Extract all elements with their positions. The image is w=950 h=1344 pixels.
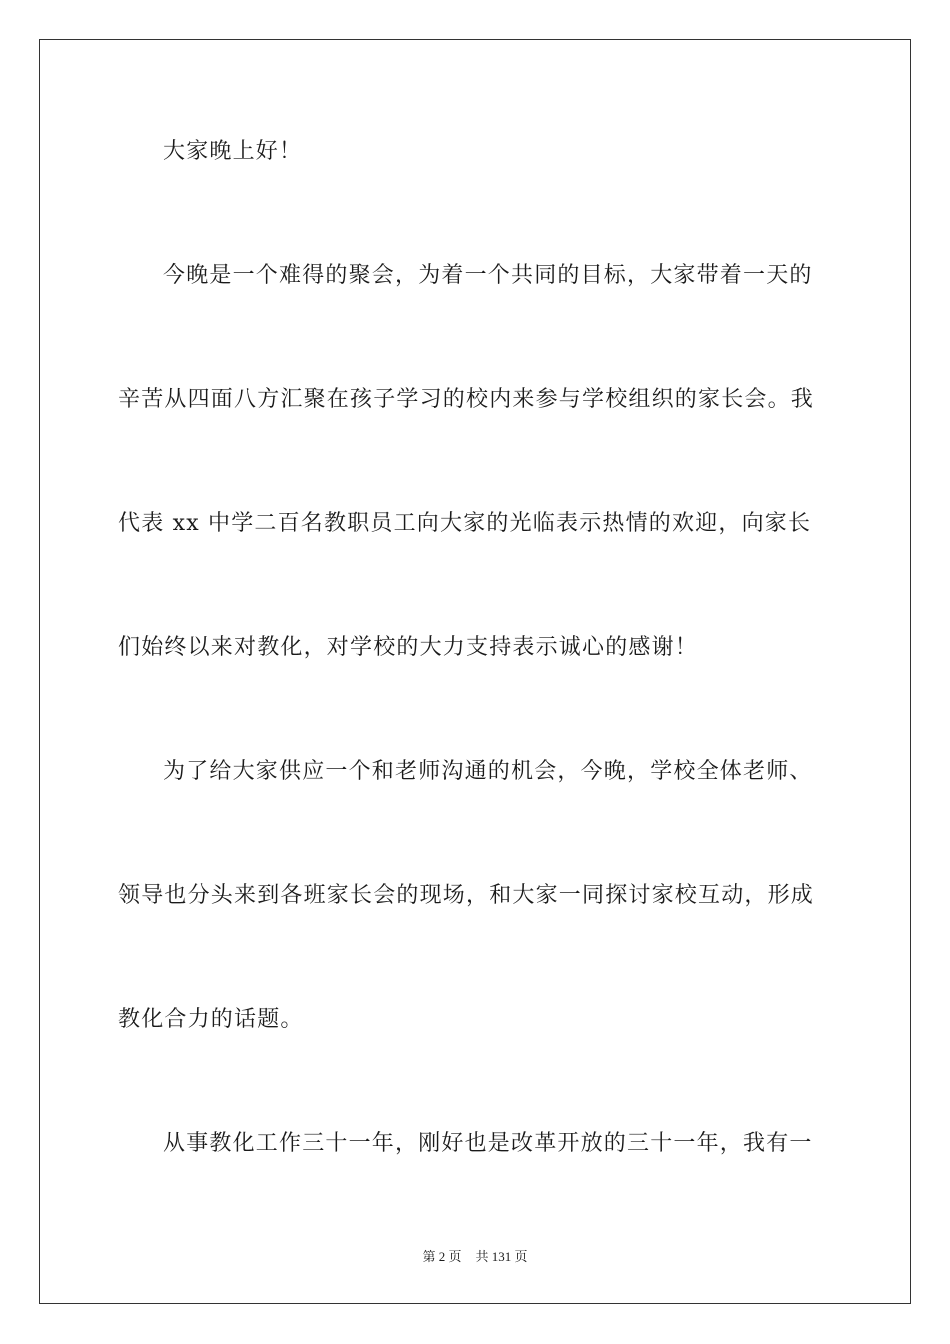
text-line: 代表 xx 中学二百名教职员工向大家的光临表示热情的欢迎，向家长 [118,511,812,536]
total-pages: 共 131 页 [475,1249,528,1264]
text-line: 为了给大家供应一个和老师沟通的机会，今晚，学校全体老师、 [163,759,813,784]
text-line: 们始终以来对教化，对学校的大力支持表示诚心的感谢！ [118,635,699,660]
text-line: 辛苦从四面八方汇聚在孩子学习的校内来参与学校组织的家长会。我 [118,387,815,412]
page-footer [0,1249,950,1265]
text-line: 今晚是一个难得的聚会，为着一个共同的目标，大家带着一天的 [163,263,813,288]
page-border [39,39,911,1304]
page-number: 第 2 页 [422,1249,462,1264]
text-line: 领导也分头来到各班家长会的现场，和大家一同探讨家校互动，形成 [118,883,815,908]
text-line: 从事教化工作三十一年，刚好也是改革开放的三十一年，我有一 [163,1131,813,1156]
text-line-greeting: 大家晚上好！ [163,139,303,164]
text-line: 教化合力的话题。 [118,1007,304,1032]
